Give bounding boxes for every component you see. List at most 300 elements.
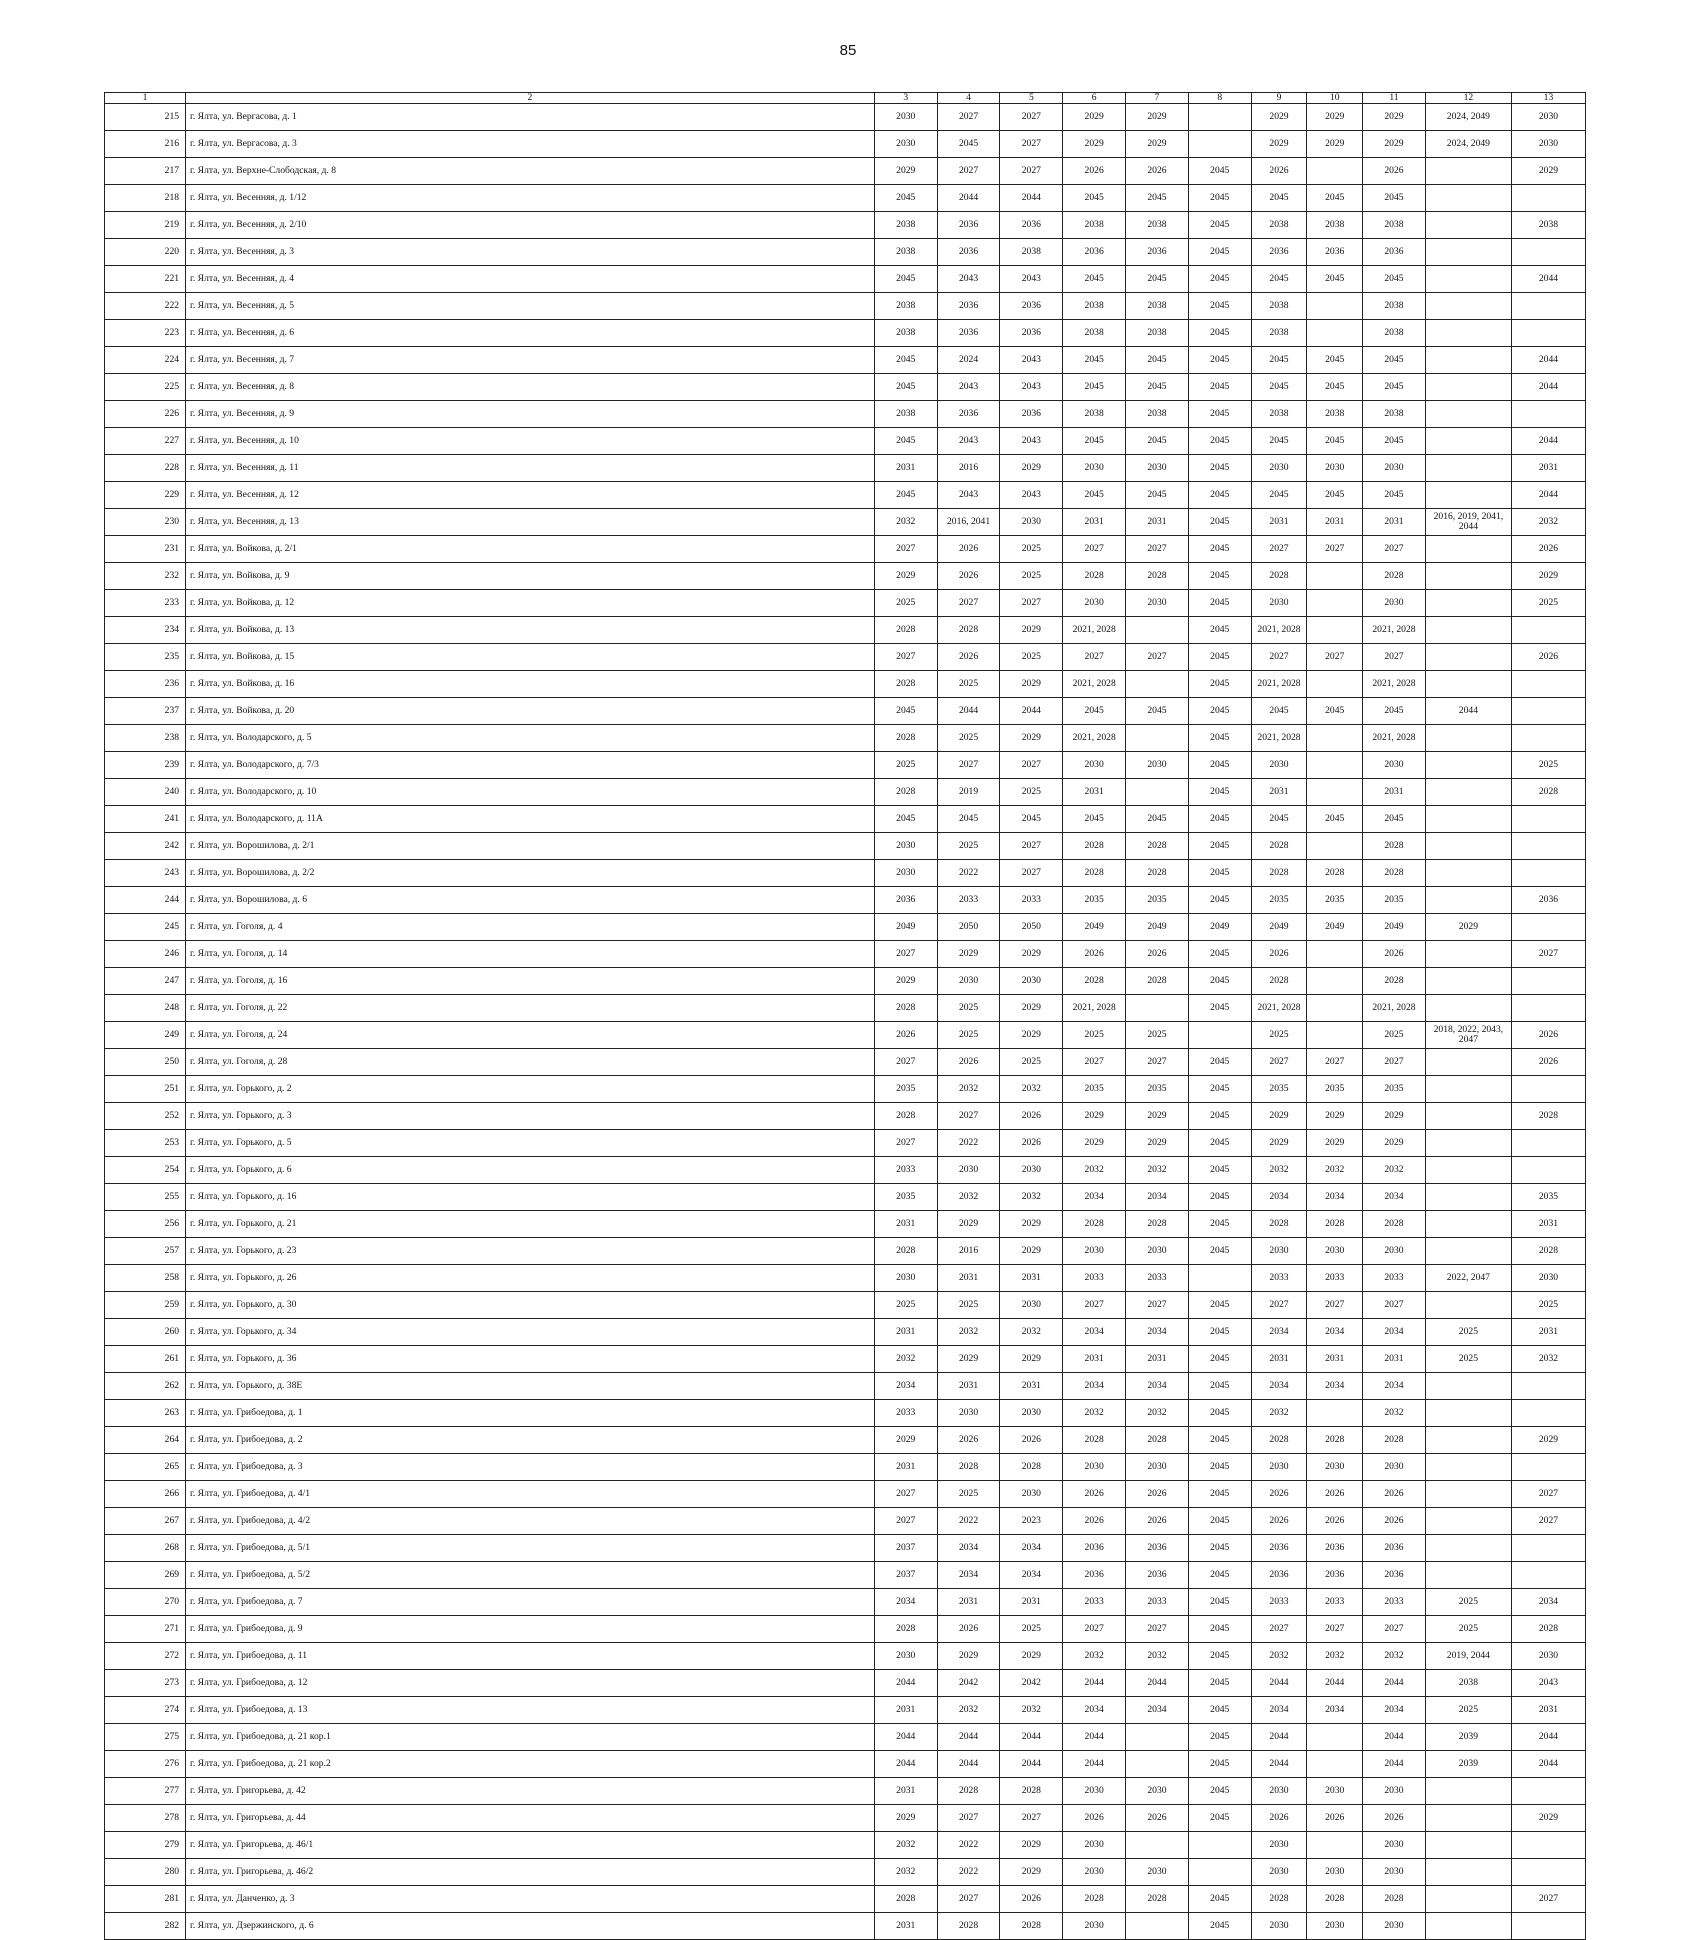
table-row (105, 211, 1586, 238)
year-cell: 2030 (1251, 1858, 1307, 1885)
year-cell: 2030 (1126, 1237, 1189, 1264)
column-header: 2 (186, 93, 875, 104)
row-number: 238 (105, 724, 186, 751)
year-cell: 2049 (1188, 913, 1251, 940)
year-cell: 2030 (1511, 1642, 1585, 1669)
year-cell: 2027 (1126, 535, 1189, 562)
year-cell: 2036 (874, 886, 937, 913)
address-cell: г. Ялта, ул. Грибоедова, д. 9 (186, 1615, 875, 1642)
row-number: 232 (105, 562, 186, 589)
year-cell: 2021, 2028 (1363, 994, 1426, 1021)
year-cell: 2029 (1000, 1237, 1063, 1264)
year-cell: 2030 (1126, 751, 1189, 778)
year-cell (1425, 292, 1511, 319)
row-number: 259 (105, 1291, 186, 1318)
year-cell (1425, 1372, 1511, 1399)
year-cell: 2022 (937, 1831, 1000, 1858)
year-cell (1511, 1858, 1585, 1885)
year-cell: 2018, 2022, 2043, 2047 (1425, 1021, 1511, 1048)
year-cell: 2025 (1000, 643, 1063, 670)
year-cell (1425, 1453, 1511, 1480)
year-cell: 2044 (1363, 1750, 1426, 1777)
year-cell: 2026 (1063, 157, 1126, 184)
address-cell: г. Ялта, ул. Войкова, д. 16 (186, 670, 875, 697)
year-cell: 2044 (1511, 427, 1585, 454)
year-cell (1126, 670, 1189, 697)
address-cell: г. Ялта, ул. Горького, д. 2 (186, 1075, 875, 1102)
year-cell: 2036 (937, 319, 1000, 346)
column-header: 5 (1000, 93, 1063, 104)
year-cell: 2031 (1511, 1696, 1585, 1723)
year-cell: 2030 (1251, 1453, 1307, 1480)
year-cell: 2030 (1126, 1453, 1189, 1480)
year-cell: 2034 (1363, 1696, 1426, 1723)
year-cell: 2027 (1307, 1615, 1363, 1642)
year-cell: 2034 (1063, 1183, 1126, 1210)
year-cell (1425, 1804, 1511, 1831)
table-row (105, 1750, 1586, 1777)
year-cell: 2029 (874, 967, 937, 994)
page-number: 85 (839, 42, 857, 59)
year-cell: 2033 (1363, 1264, 1426, 1291)
year-cell: 2035 (1126, 886, 1189, 913)
year-cell: 2036 (1511, 886, 1585, 913)
address-cell: г. Ялта, ул. Володарского, д. 10 (186, 778, 875, 805)
year-cell: 2045 (1307, 373, 1363, 400)
year-cell: 2027 (1511, 940, 1585, 967)
year-cell: 2045 (1307, 427, 1363, 454)
year-cell: 2038 (1126, 211, 1189, 238)
year-cell: 2029 (1000, 940, 1063, 967)
year-cell: 2021, 2028 (1063, 724, 1126, 751)
year-cell: 2043 (1000, 265, 1063, 292)
year-cell: 2031 (937, 1588, 1000, 1615)
year-cell: 2030 (1307, 1912, 1363, 1939)
year-cell: 2026 (1126, 1804, 1189, 1831)
table-row (105, 1831, 1586, 1858)
year-cell: 2028 (937, 616, 1000, 643)
year-cell (1425, 1102, 1511, 1129)
year-cell: 2032 (1063, 1156, 1126, 1183)
year-cell: 2035 (874, 1183, 937, 1210)
year-cell: 2027 (1000, 157, 1063, 184)
year-cell: 2027 (1126, 1615, 1189, 1642)
year-cell: 2031 (1511, 454, 1585, 481)
year-cell (1307, 589, 1363, 616)
table-row (105, 1534, 1586, 1561)
row-number: 218 (105, 184, 186, 211)
row-number: 263 (105, 1399, 186, 1426)
table-row (105, 1318, 1586, 1345)
year-cell: 2028 (874, 1237, 937, 1264)
year-cell: 2031 (1126, 1345, 1189, 1372)
address-cell: г. Ялта, ул. Вергасова, д. 3 (186, 130, 875, 157)
year-cell: 2045 (874, 346, 937, 373)
year-cell (1425, 1048, 1511, 1075)
year-cell: 2045 (1188, 1129, 1251, 1156)
year-cell: 2028 (874, 670, 937, 697)
year-cell: 2045 (1188, 643, 1251, 670)
year-cell (1425, 778, 1511, 805)
year-cell: 2045 (1188, 292, 1251, 319)
table-row (105, 346, 1586, 373)
year-cell: 2033 (874, 1156, 937, 1183)
column-header: 6 (1063, 93, 1126, 104)
year-cell: 2032 (937, 1318, 1000, 1345)
year-cell: 2045 (1188, 670, 1251, 697)
column-header: 7 (1126, 93, 1189, 104)
row-number: 272 (105, 1642, 186, 1669)
year-cell: 2049 (1063, 913, 1126, 940)
address-cell: г. Ялта, ул. Грибоедова, д. 12 (186, 1669, 875, 1696)
year-cell: 2038 (874, 319, 937, 346)
table-row (105, 1210, 1586, 1237)
year-cell: 2049 (1251, 913, 1307, 940)
year-cell (1511, 1399, 1585, 1426)
year-cell: 2045 (1188, 1102, 1251, 1129)
row-number: 256 (105, 1210, 186, 1237)
year-cell: 2044 (874, 1669, 937, 1696)
year-cell: 2027 (1063, 535, 1126, 562)
year-cell: 2030 (1363, 589, 1426, 616)
year-cell: 2029 (1251, 1102, 1307, 1129)
year-cell: 2028 (1363, 562, 1426, 589)
year-cell: 2029 (1000, 670, 1063, 697)
year-cell: 2016 (937, 1237, 1000, 1264)
table-row (105, 157, 1586, 184)
year-cell (1307, 967, 1363, 994)
year-cell: 2027 (1307, 643, 1363, 670)
year-cell: 2025 (1425, 1615, 1511, 1642)
year-cell (1511, 1831, 1585, 1858)
year-cell: 2034 (1000, 1561, 1063, 1588)
year-cell: 2034 (1000, 1534, 1063, 1561)
year-cell: 2045 (1126, 481, 1189, 508)
year-cell: 2031 (1307, 1345, 1363, 1372)
year-cell: 2045 (1188, 562, 1251, 589)
table-row (105, 1426, 1586, 1453)
year-cell: 2030 (1063, 1777, 1126, 1804)
year-cell: 2025 (937, 724, 1000, 751)
year-cell: 2022 (937, 1858, 1000, 1885)
year-cell: 2045 (1188, 1750, 1251, 1777)
row-number: 266 (105, 1480, 186, 1507)
year-cell: 2028 (1307, 1210, 1363, 1237)
year-cell: 2038 (1511, 211, 1585, 238)
year-cell: 2029 (1000, 616, 1063, 643)
year-cell: 2027 (1126, 1291, 1189, 1318)
year-cell: 2026 (1251, 1804, 1307, 1831)
year-cell (1188, 1831, 1251, 1858)
address-cell: г. Ялта, ул. Войкова, д. 2/1 (186, 535, 875, 562)
year-cell: 2028 (1307, 1885, 1363, 1912)
year-cell (1425, 967, 1511, 994)
year-cell: 2029 (937, 1210, 1000, 1237)
year-cell: 2045 (1126, 265, 1189, 292)
year-cell: 2044 (1425, 697, 1511, 724)
year-cell (1425, 670, 1511, 697)
year-cell (1425, 940, 1511, 967)
year-cell: 2030 (1307, 1777, 1363, 1804)
year-cell: 2029 (1307, 1129, 1363, 1156)
year-cell: 2045 (1063, 373, 1126, 400)
year-cell (1126, 1723, 1189, 1750)
year-cell: 2034 (1251, 1696, 1307, 1723)
year-cell: 2028 (937, 1453, 1000, 1480)
row-number: 265 (105, 1453, 186, 1480)
table-row (105, 1291, 1586, 1318)
year-cell: 2038 (1251, 211, 1307, 238)
year-cell: 2027 (937, 1804, 1000, 1831)
year-cell: 2045 (1363, 481, 1426, 508)
table-row (105, 643, 1586, 670)
year-cell (1511, 400, 1585, 427)
year-cell: 2045 (1188, 1507, 1251, 1534)
year-cell: 2045 (1188, 1912, 1251, 1939)
row-number: 260 (105, 1318, 186, 1345)
address-cell: г. Ялта, ул. Григорьева, д. 46/2 (186, 1858, 875, 1885)
table-row (105, 454, 1586, 481)
table-row (105, 1885, 1586, 1912)
year-cell: 2026 (1307, 1480, 1363, 1507)
year-cell: 2025 (1000, 1615, 1063, 1642)
year-cell (1511, 724, 1585, 751)
address-cell: г. Ялта, ул. Весенняя, д. 1/12 (186, 184, 875, 211)
year-cell: 2021, 2028 (1251, 724, 1307, 751)
address-cell: г. Ялта, ул. Грибоедова, д. 11 (186, 1642, 875, 1669)
address-cell: г. Ялта, ул. Гоголя, д. 28 (186, 1048, 875, 1075)
year-cell: 2030 (1363, 1777, 1426, 1804)
year-cell: 2034 (1307, 1318, 1363, 1345)
year-cell: 2029 (1000, 724, 1063, 751)
year-cell: 2044 (1251, 1669, 1307, 1696)
year-cell: 2031 (1251, 508, 1307, 535)
year-cell: 2034 (937, 1534, 1000, 1561)
year-cell: 2045 (1063, 805, 1126, 832)
year-cell: 2045 (1063, 184, 1126, 211)
year-cell (1425, 643, 1511, 670)
row-number: 240 (105, 778, 186, 805)
address-cell: г. Ялта, ул. Горького, д. 34 (186, 1318, 875, 1345)
year-cell: 2035 (1363, 886, 1426, 913)
address-cell: г. Ялта, ул. Грибоедова, д. 13 (186, 1696, 875, 1723)
year-cell (1425, 994, 1511, 1021)
year-cell: 2045 (1307, 346, 1363, 373)
address-cell: г. Ялта, ул. Весенняя, д. 5 (186, 292, 875, 319)
year-cell: 2029 (1063, 1129, 1126, 1156)
year-cell: 2029 (1063, 103, 1126, 130)
address-cell: г. Ялта, ул. Ворошилова, д. 6 (186, 886, 875, 913)
year-cell: 2045 (874, 265, 937, 292)
year-cell: 2026 (1307, 1507, 1363, 1534)
year-cell: 2028 (1126, 562, 1189, 589)
table-row (105, 1102, 1586, 1129)
year-cell: 2030 (1126, 1777, 1189, 1804)
year-cell: 2029 (1363, 1102, 1426, 1129)
year-cell: 2028 (937, 1912, 1000, 1939)
table-row (105, 481, 1586, 508)
year-cell: 2019, 2044 (1425, 1642, 1511, 1669)
year-cell: 2034 (1251, 1372, 1307, 1399)
year-cell: 2045 (1363, 805, 1426, 832)
year-cell: 2030 (1363, 1858, 1426, 1885)
address-cell: г. Ялта, ул. Весенняя, д. 3 (186, 238, 875, 265)
year-cell: 2026 (1511, 643, 1585, 670)
row-number: 271 (105, 1615, 186, 1642)
year-cell: 2032 (1307, 1156, 1363, 1183)
year-cell: 2034 (937, 1561, 1000, 1588)
year-cell: 2034 (1511, 1588, 1585, 1615)
table-row (105, 1588, 1586, 1615)
row-number: 270 (105, 1588, 186, 1615)
year-cell: 2021, 2028 (1251, 616, 1307, 643)
year-cell: 2027 (1063, 1615, 1126, 1642)
year-cell: 2045 (1251, 373, 1307, 400)
year-cell: 2044 (1511, 373, 1585, 400)
year-cell: 2026 (937, 1615, 1000, 1642)
row-number: 267 (105, 1507, 186, 1534)
year-cell: 2034 (1307, 1696, 1363, 1723)
year-cell: 2045 (1188, 1372, 1251, 1399)
row-number: 275 (105, 1723, 186, 1750)
year-cell: 2045 (1126, 427, 1189, 454)
year-cell: 2029 (1307, 1102, 1363, 1129)
year-cell: 2030 (1126, 454, 1189, 481)
year-cell: 2027 (1000, 751, 1063, 778)
address-cell: г. Ялта, ул. Гоголя, д. 4 (186, 913, 875, 940)
year-cell: 2028 (874, 1615, 937, 1642)
year-cell: 2044 (937, 1723, 1000, 1750)
year-cell (1511, 1561, 1585, 1588)
address-cell: г. Ялта, ул. Весенняя, д. 9 (186, 400, 875, 427)
address-cell: г. Ялта, ул. Грибоедова, д. 4/2 (186, 1507, 875, 1534)
year-cell: 2030 (1251, 589, 1307, 616)
year-cell: 2027 (1511, 1507, 1585, 1534)
year-cell: 2027 (874, 535, 937, 562)
year-cell: 2036 (1126, 238, 1189, 265)
year-cell: 2038 (1363, 292, 1426, 319)
year-cell: 2045 (874, 427, 937, 454)
row-number: 224 (105, 346, 186, 373)
year-cell (1307, 751, 1363, 778)
address-cell: г. Ялта, ул. Грибоедова, д. 2 (186, 1426, 875, 1453)
year-cell: 2038 (1063, 211, 1126, 238)
year-cell: 2044 (937, 1750, 1000, 1777)
year-cell: 2045 (1188, 1345, 1251, 1372)
year-cell: 2045 (1251, 697, 1307, 724)
year-cell: 2042 (937, 1669, 1000, 1696)
year-cell: 2029 (1511, 157, 1585, 184)
year-cell: 2044 (1511, 481, 1585, 508)
row-number: 215 (105, 103, 186, 130)
year-cell: 2026 (1063, 940, 1126, 967)
year-cell: 2030 (1251, 1912, 1307, 1939)
year-cell: 2045 (1188, 1723, 1251, 1750)
year-cell: 2044 (1363, 1723, 1426, 1750)
year-cell: 2045 (1307, 184, 1363, 211)
table-row (105, 1777, 1586, 1804)
table-row (105, 589, 1586, 616)
year-cell: 2036 (1000, 211, 1063, 238)
table-row (105, 1642, 1586, 1669)
year-cell: 2026 (1000, 1426, 1063, 1453)
column-header: 1 (105, 93, 186, 104)
year-cell (1425, 886, 1511, 913)
year-cell: 2025 (1425, 1318, 1511, 1345)
year-cell: 2026 (937, 562, 1000, 589)
year-cell: 2026 (1126, 1507, 1189, 1534)
year-cell: 2032 (1063, 1399, 1126, 1426)
year-cell: 2030 (1000, 967, 1063, 994)
year-cell (1307, 1399, 1363, 1426)
header-row (105, 93, 1586, 104)
year-cell (1425, 211, 1511, 238)
year-cell: 2026 (874, 1021, 937, 1048)
year-cell: 2028 (937, 1777, 1000, 1804)
year-cell (1425, 400, 1511, 427)
table-row (105, 1480, 1586, 1507)
year-cell (1307, 292, 1363, 319)
year-cell: 2037 (874, 1534, 937, 1561)
table-row (105, 940, 1586, 967)
year-cell: 2044 (937, 184, 1000, 211)
year-cell (1511, 1453, 1585, 1480)
year-cell: 2034 (1363, 1318, 1426, 1345)
year-cell: 2028 (1063, 1885, 1126, 1912)
year-cell: 2045 (1188, 238, 1251, 265)
year-cell: 2045 (1363, 184, 1426, 211)
year-cell: 2045 (1188, 1048, 1251, 1075)
year-cell: 2034 (1251, 1318, 1307, 1345)
year-cell: 2049 (1307, 913, 1363, 940)
year-cell: 2045 (1188, 1399, 1251, 1426)
year-cell: 2029 (874, 1804, 937, 1831)
year-cell: 2044 (1000, 1723, 1063, 1750)
year-cell (1425, 562, 1511, 589)
year-cell: 2045 (874, 481, 937, 508)
year-cell: 2029 (874, 1426, 937, 1453)
row-number: 219 (105, 211, 186, 238)
year-cell: 2029 (937, 940, 1000, 967)
year-cell: 2045 (1188, 1696, 1251, 1723)
year-cell: 2031 (874, 1318, 937, 1345)
year-cell: 2038 (874, 292, 937, 319)
year-cell: 2031 (874, 1912, 937, 1939)
table-row (105, 103, 1586, 130)
address-cell: г. Ялта, ул. Весенняя, д. 8 (186, 373, 875, 400)
year-cell: 2033 (1126, 1264, 1189, 1291)
year-cell: 2029 (874, 157, 937, 184)
year-cell: 2028 (1511, 1615, 1585, 1642)
year-cell: 2045 (937, 805, 1000, 832)
year-cell: 2045 (1188, 1075, 1251, 1102)
address-cell: г. Ялта, ул. Войкова, д. 15 (186, 643, 875, 670)
year-cell: 2026 (1363, 940, 1426, 967)
row-number: 233 (105, 589, 186, 616)
table-row (105, 1399, 1586, 1426)
year-cell: 2043 (937, 481, 1000, 508)
year-cell: 2045 (1188, 1885, 1251, 1912)
year-cell: 2035 (874, 1075, 937, 1102)
year-cell (1425, 1075, 1511, 1102)
year-cell: 2021, 2028 (1063, 994, 1126, 1021)
address-cell: г. Ялта, ул. Весенняя, д. 13 (186, 508, 875, 535)
year-cell: 2029 (1363, 130, 1426, 157)
row-number: 222 (105, 292, 186, 319)
row-number: 277 (105, 1777, 186, 1804)
year-cell: 2027 (1363, 1048, 1426, 1075)
year-cell: 2033 (1363, 1588, 1426, 1615)
